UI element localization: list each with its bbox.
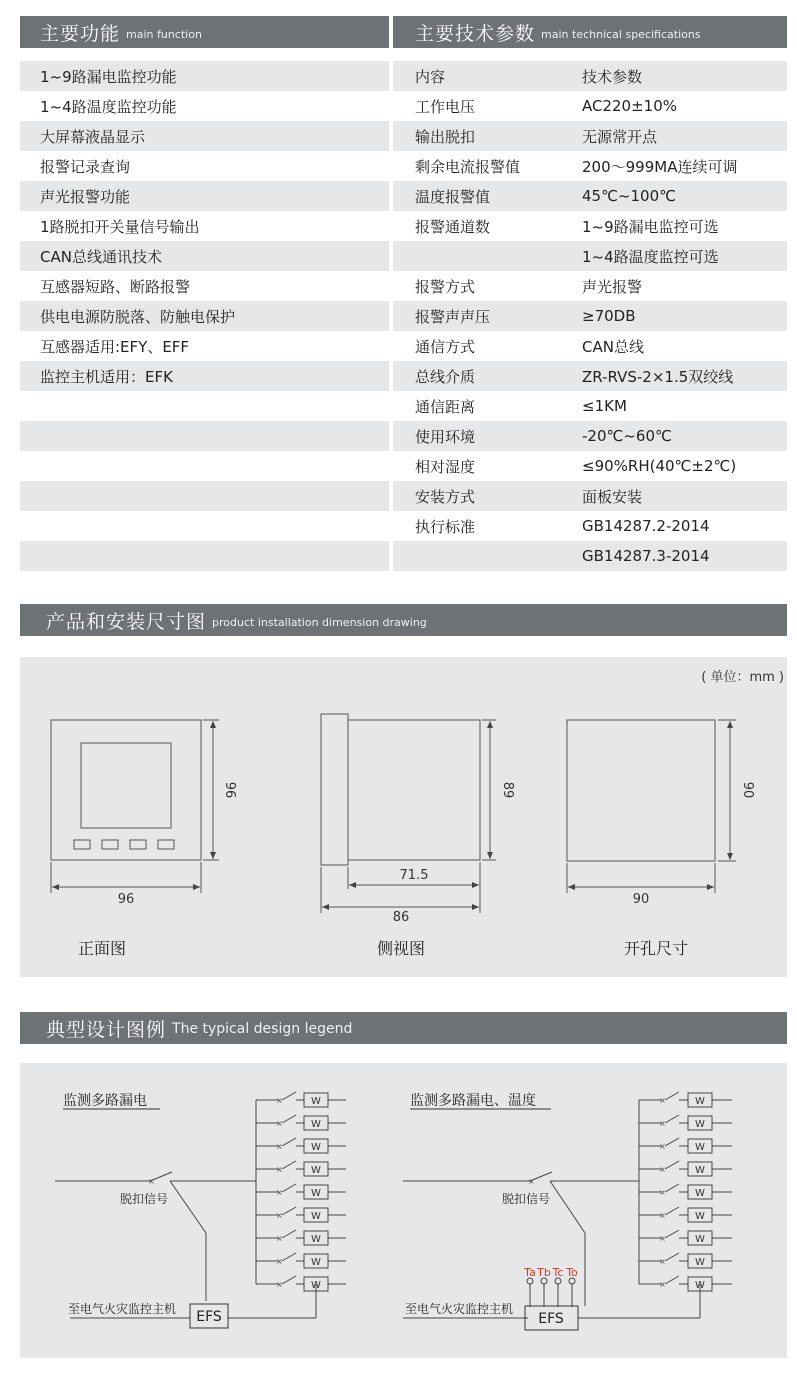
list-item: 1~4路温度监控功能 [40,97,177,116]
list-item: 监控主机适用：EFK [20,361,389,391]
svg-text:W: W [695,1119,705,1130]
svg-text:W: W [695,1096,705,1107]
front-width-label: 96 [117,892,135,907]
table-row: 报警声声压 ≥70DB [393,301,787,331]
left-diagram-title: 监测多路漏电 [63,1093,147,1109]
svg-text:W: W [311,1142,321,1153]
function-list [20,61,389,571]
svg-text:×: × [659,1188,666,1197]
table-row: 报警方式 声光报警 [415,277,643,296]
table-row: 报警通道数 1~9路漏电监控可选 [415,217,719,236]
svg-text:×: × [659,1280,666,1289]
list-item [20,481,389,511]
list-item [20,451,389,481]
svg-text:×: × [276,1188,283,1197]
table-row: 温度报警值 45℃~100℃ [393,181,787,211]
temp-label-o: To [566,1266,578,1279]
list-item: 1~9路漏电监控功能 [20,61,389,91]
list-item: 供电电源防脱落、防触电保护 [20,301,389,331]
breaker-channel [639,1092,732,1107]
breaker-channel [256,1092,346,1107]
list-item: 大屏幕液晶显示 [20,121,389,151]
list-item: 互感器适用:EFY、EFF [40,337,190,356]
table-row: GB14287.3-2014 [393,541,787,571]
svg-text:×: × [659,1234,666,1243]
left-efs-label: EFS [196,1309,222,1325]
list-item: 报警记录查询 [40,157,131,176]
svg-text:×: × [276,1096,283,1105]
list-item [20,511,389,541]
left-host-label: 至电气火灾监控主机 [68,1302,177,1316]
side-height-label: 89 [500,781,515,799]
breaker-channel [639,1230,732,1245]
cutout-view [567,720,736,893]
breaker-channel [256,1115,346,1130]
legend-header [20,1012,787,1044]
specs-title: 主要技术参数 [415,22,536,45]
left-trip-label: 脱扣信号 [120,1192,169,1206]
svg-text:W: W [311,1119,321,1130]
legend-panel [20,1063,787,1358]
table-row: 输出脱扣 无源常开点 [393,121,787,151]
svg-text:×: × [659,1257,666,1266]
table-row: 剩余电流报警值 200～999MA连续可调 [415,157,738,176]
temp-label-a: Ta [524,1266,536,1279]
front-view [51,720,219,893]
breaker-channel [639,1115,732,1130]
cutout-height-label: 90 [740,781,755,799]
list-item [20,421,389,451]
svg-text:×: × [659,1119,666,1128]
table-row: 内容 技术参数 [393,61,787,91]
table-row: 执行标准 GB14287.2-2014 [415,517,710,536]
breaker-channel [639,1253,732,1268]
cutout-view-label: 开孔尺寸 [623,939,689,958]
svg-text:×: × [276,1257,283,1266]
temp-label-c: Tc [552,1266,564,1279]
svg-text:W: W [695,1257,705,1268]
front-height-label: 96 [222,781,237,799]
svg-text:×: × [528,1177,535,1186]
svg-text:W: W [695,1280,705,1291]
front-view-label: 正面图 [77,939,127,958]
legend-subtitle: The typical design legend [172,1021,353,1037]
breaker-channel [639,1161,732,1176]
breaker-channel [639,1184,732,1199]
right-wiring [403,1100,700,1318]
right-channels [639,1092,732,1291]
list-item: 声光报警功能 [20,181,389,211]
svg-text:×: × [276,1165,283,1174]
left-channels [256,1092,346,1291]
legend-diagram [20,1063,787,1358]
svg-text:W: W [695,1165,705,1176]
table-row: 工作电压 AC220±10% [415,97,678,116]
specs-subtitle: main technical specifications [541,28,701,41]
svg-text:W: W [311,1165,321,1176]
table-row: 通信方式 CAN总线 [415,337,644,356]
table-row: 安装方式 面板安装 [393,481,787,511]
svg-text:×: × [659,1211,666,1220]
svg-text:W: W [311,1096,321,1107]
right-efs-label: EFS [538,1311,564,1327]
breaker-channel [639,1138,732,1153]
list-item: 1路脱扣开关量信号输出 [40,217,200,236]
breaker-channel [639,1207,732,1222]
table-row: 使用环境 -20℃~60℃ [393,421,787,451]
svg-text:W: W [695,1142,705,1153]
svg-text:×: × [276,1234,283,1243]
table-row: 总线介质 ZR-RVS-2×1.5双绞线 [393,361,787,391]
table-row: 1~4路温度监控可选 [393,241,787,271]
side-depth-label: 71.5 [399,868,429,883]
svg-text:×: × [276,1211,283,1220]
list-item: CAN总线通讯技术 [20,241,389,271]
specs-table [393,61,787,571]
breaker-channel [256,1138,346,1153]
breaker-channel [256,1230,346,1245]
legend-title: 典型设计图例 [46,1018,167,1041]
table-row: 相对湿度 ≤90%RH(40℃±2℃) [415,457,737,476]
svg-text:W: W [695,1211,705,1222]
table-row: 通信距离 ≤1KM [415,397,627,416]
svg-text:×: × [659,1165,666,1174]
breaker-channel [256,1161,346,1176]
side-view-label: 侧视图 [376,939,426,958]
side-view [321,714,496,913]
main-function-subtitle: main function [126,28,202,41]
svg-text:W: W [311,1188,321,1199]
temp-label-b: Tb [537,1266,551,1279]
svg-text:W: W [311,1211,321,1222]
dimension-subtitle: product installation dimension drawing [212,616,427,629]
svg-text:×: × [659,1142,666,1151]
unit-label: ( 单位：mm ) [701,670,784,685]
svg-text:W: W [311,1234,321,1245]
right-diagram-title: 监测多路漏电、温度 [410,1093,536,1109]
main-function-header [20,16,389,48]
breaker-channel [256,1207,346,1222]
svg-text:×: × [148,1177,155,1186]
svg-text:×: × [276,1280,283,1289]
svg-text:W: W [311,1280,321,1291]
breaker-channel [256,1276,346,1291]
breaker-channel [256,1253,346,1268]
right-trip-label: 脱扣信号 [502,1192,551,1206]
svg-text:×: × [276,1119,283,1128]
list-item: 互感器短路、断路报警 [40,277,191,296]
main-function-title: 主要功能 [40,22,121,45]
right-host-label: 至电气火灾监控主机 [405,1302,514,1316]
specs-header [393,16,787,48]
dimension-title: 产品和安装尺寸图 [46,610,207,633]
dimension-panel [20,657,787,977]
svg-text:W: W [695,1234,705,1245]
list-item [20,391,389,421]
breaker-channel [256,1184,346,1199]
side-total-label: 86 [392,910,410,925]
svg-text:×: × [276,1142,283,1151]
dimension-drawing [20,657,787,977]
svg-text:×: × [659,1096,666,1105]
list-item [20,541,389,571]
dimension-header [20,604,787,636]
breaker-channel [639,1276,732,1291]
cutout-width-label: 90 [632,892,650,907]
svg-text:W: W [695,1188,705,1199]
svg-text:W: W [311,1257,321,1268]
